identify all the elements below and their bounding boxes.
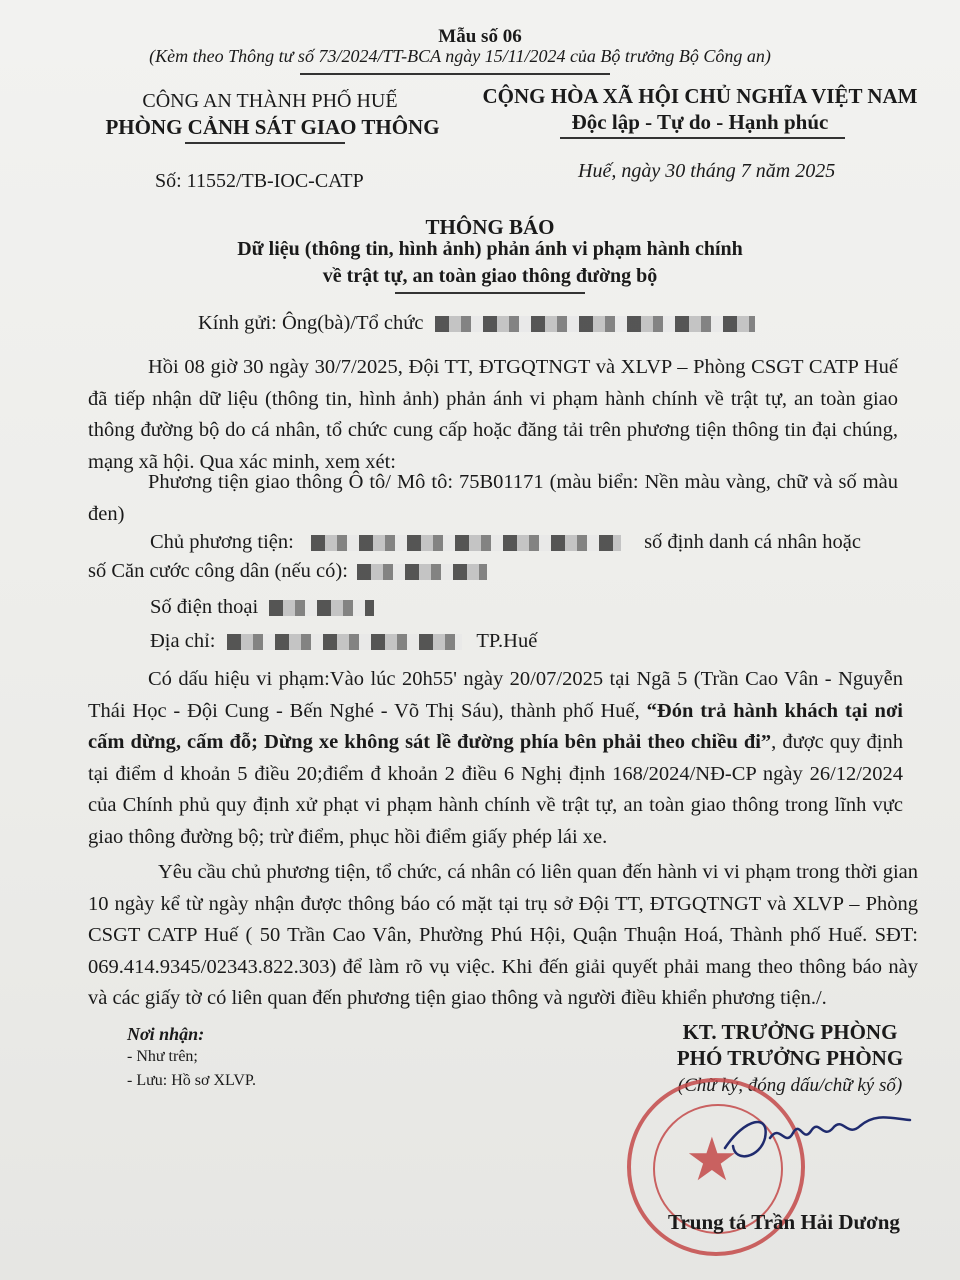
violation-legal-basis: , được quy định tại điểm d khoản 5 điều 20;điểm đ khoản 2 điều 6 Nghị định 168/2024/NĐ-CP ngày 26/12/2024 của Chính phủ quy định xử phạt vi phạm hành chính về trật tự, an toàn giao thông trong lĩnh vực giao thông đường bộ; trừ điểm, phục hồi điểm giấy phép lái xe.	[88, 731, 903, 848]
signer-title-1: KT. TRƯỞNG PHÒNG	[682, 1020, 898, 1044]
recipient-line	[198, 312, 755, 335]
owner-line	[150, 531, 861, 554]
agency-parent: CÔNG AN THÀNH PHỐ HUẾ	[142, 90, 398, 112]
address-label: Địa chỉ:	[150, 630, 216, 652]
recipient-item-2: - Lưu: Hồ sơ XLVP.	[127, 1072, 256, 1089]
form-attachment-note: (Kèm theo Thông tư số 73/2024/TT-BCA ngày 15/11/2024 của Bộ trưởng Bộ Công an)	[149, 46, 771, 66]
signature-note: (Chữ ký, đóng dấu/chữ ký số)	[677, 1075, 903, 1096]
owner-label: Chủ phương tiện:	[150, 531, 294, 553]
country-name: CỘNG HÒA XÃ HỘI CHỦ NGHĨA VIỆT NAM	[482, 84, 918, 108]
redacted-address	[227, 634, 462, 650]
notice-subtitle-1: Dữ liệu (thông tin, hình ảnh) phản ánh vi phạm hành chính	[237, 238, 743, 260]
agency-underline	[185, 142, 345, 144]
header-divider	[300, 73, 610, 75]
recipients-label: Nơi nhận:	[127, 1024, 205, 1044]
document-number: Số: 11552/TB-IOC-CATP	[155, 170, 364, 192]
redacted-phone	[269, 600, 374, 616]
phone-label: Số điện thoại	[150, 596, 259, 618]
redacted-owner	[311, 535, 621, 551]
recipient-label: Kính gửi: Ông(bà)/Tổ chức	[198, 312, 424, 334]
violation-description: “Đón trả hành khách tại nơi cấm dừng, cấm đỗ; Dừng xe không sát lề đường phía bên phải theo chiều đi”	[88, 699, 904, 753]
violation-intro: Có dấu hiệu vi phạm:Vào lúc 20h55' ngày 20/07/2025 tại Ngã 5 (Trần Cao Vân - Nguyễn Thái Học - Đội Cung - Bến Nghé - Võ Thị Sáu), thành phố Huế,	[88, 668, 903, 722]
place-date: Huế, ngày 30 tháng 7 năm 2025	[578, 160, 836, 182]
notice-subtitle-2: về trật tự, an toàn giao thông đường bộ	[322, 265, 658, 287]
address-city: TP.Huế	[476, 630, 538, 652]
seal-star-icon: ★	[685, 1127, 739, 1193]
owner-id-label: số định danh cá nhân hoặc	[644, 531, 861, 553]
recipient-item-1: - Như trên;	[127, 1048, 198, 1065]
vehicle-paragraph: Phương tiện giao thông Ô tô/ Mô tô: 75B01171 (màu biển: Nền màu vàng, chữ và số màu đen)	[88, 471, 898, 525]
motto: Độc lập - Tự do - Hạnh phúc	[571, 110, 829, 134]
violation-paragraph	[88, 664, 903, 853]
redacted-recipient	[435, 316, 755, 332]
form-number: Mẫu số 06	[438, 26, 522, 47]
intro-paragraph: Hồi 08 giờ 30 ngày 30/7/2025, Đội TT, ĐTGQTNGT và XLVP – Phòng CSGT CATP Huế đã tiếp nhận dữ liệu (thông tin, hình ảnh) phản ánh vi phạm hành chính về trật tự, an toàn giao thông đường bộ do cá nhân, tổ chức cung cấp hoặc đăng tải trên phương tiện thông tin đại chúng, mạng xã hội. Qua xác minh, xem xét:	[88, 356, 898, 473]
agency-name: PHÒNG CẢNH SÁT GIAO THÔNG	[105, 115, 440, 139]
address-line	[150, 630, 537, 653]
title-underline	[395, 292, 585, 294]
motto-underline	[560, 137, 845, 139]
signer-name: Trung tá Trần Hải Dương	[668, 1210, 900, 1234]
phone-line	[150, 596, 374, 619]
citizen-id-label: số Căn cước công dân (nếu có):	[88, 560, 348, 582]
redacted-citizen-id	[357, 564, 487, 580]
signer-title-2: PHÓ TRƯỞNG PHÒNG	[676, 1046, 904, 1070]
request-paragraph: Yêu cầu chủ phương tiện, tổ chức, cá nhân có liên quan đến hành vi vi phạm trong thời gian 10 ngày kể từ ngày nhận được thông báo có mặt tại trụ sở Đội TT, ĐTGQTNGT và XLVP – Phòng CSGT CATP Huế ( 50 Trần Cao Vân, Phường Phú Hội, Quận Thuận Hoá, Thành phố Huế. SĐT: 069.414.9345/02343.822.303) để làm rõ vụ việc. Khi đến giải quyết phải mang theo thông báo này và các giấy tờ có liên quan đến phương tiện giao thông và người điều khiển phương tiện./.	[88, 861, 918, 1009]
notice-title: THÔNG BÁO	[425, 215, 555, 239]
citizen-id-line	[88, 560, 487, 583]
handwritten-signature	[715, 1098, 915, 1173]
